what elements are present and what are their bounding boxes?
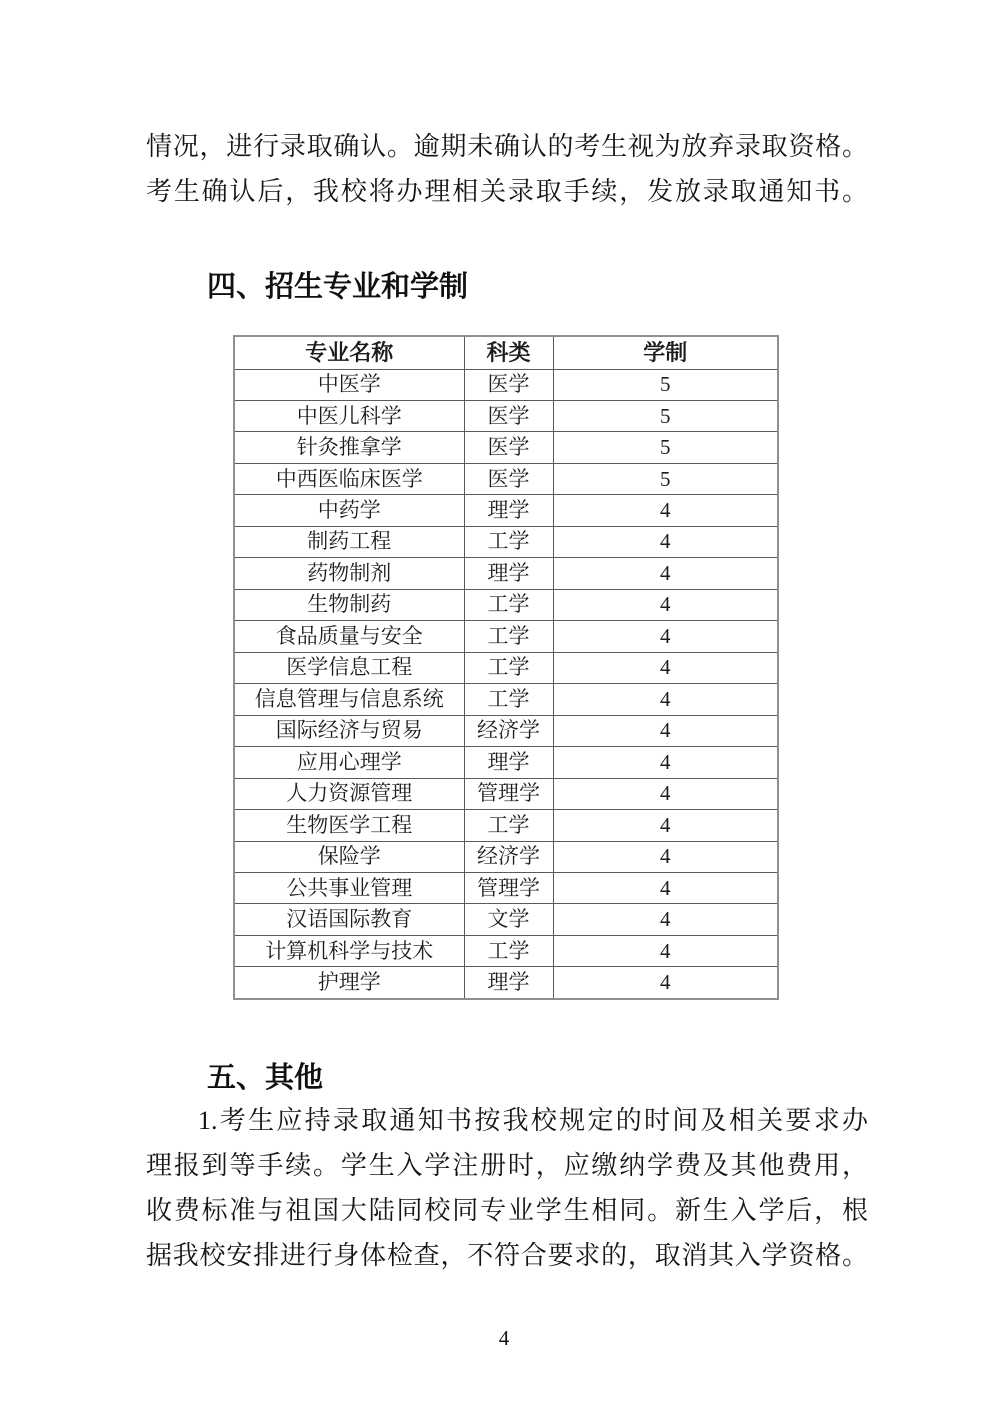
- major-cell: 国际经济与贸易: [234, 715, 464, 746]
- category-cell: 医学: [464, 400, 553, 431]
- table-row: [234, 589, 778, 620]
- major-cell: 生物医学工程: [234, 810, 464, 841]
- table-row: [234, 558, 778, 589]
- table-row: [234, 904, 778, 935]
- page-number: 4: [498, 1326, 510, 1350]
- section-5-heading: 五、其他: [207, 1062, 324, 1094]
- major-cell: 护理学: [234, 967, 464, 999]
- table-row: [234, 684, 778, 715]
- category-cell: 工学: [464, 621, 553, 652]
- duration-cell: 4: [553, 715, 778, 746]
- table-row: [234, 621, 778, 652]
- category-cell: 理学: [464, 747, 553, 778]
- col-header-category: 科类: [464, 336, 553, 369]
- major-cell: 制药工程: [234, 526, 464, 557]
- duration-cell: 5: [553, 369, 778, 400]
- duration-cell: 5: [553, 400, 778, 431]
- table-row: [234, 841, 778, 872]
- table-row: [234, 747, 778, 778]
- duration-cell: 4: [553, 684, 778, 715]
- category-cell: 理学: [464, 967, 553, 999]
- category-cell: 管理学: [464, 873, 553, 904]
- duration-cell: 4: [553, 841, 778, 872]
- section-5-line-4: 据我校安排进行身体检查，不符合要求的，取消其入学资格。: [146, 1241, 868, 1270]
- col-header-duration: 学制: [553, 336, 778, 369]
- intro-paragraph: [146, 0, 868, 214]
- intro-line-2: 考生确认后，我校将办理相关录取手续，发放录取通知书。: [146, 177, 868, 206]
- category-cell: 工学: [464, 526, 553, 557]
- section-5-line-1: 1.考生应持录取通知书按我校规定的时间及相关要求办: [198, 1106, 868, 1135]
- category-cell: 理学: [464, 495, 553, 526]
- section-4-heading: 四、招生专业和学制: [207, 271, 469, 303]
- table-row: [234, 935, 778, 966]
- table-row: [234, 369, 778, 400]
- duration-cell: 4: [553, 621, 778, 652]
- category-cell: 工学: [464, 652, 553, 683]
- duration-cell: 4: [553, 778, 778, 809]
- intro-line-1: 情况，进行录取确认。逾期未确认的考生视为放弃录取资格。: [146, 132, 868, 161]
- duration-cell: 4: [553, 589, 778, 620]
- section-5-line-3: 收费标准与祖国大陆同校同专业学生相同。新生入学后，根: [146, 1196, 868, 1225]
- duration-cell: 4: [553, 967, 778, 999]
- category-cell: 文学: [464, 904, 553, 935]
- major-cell: 针灸推拿学: [234, 432, 464, 463]
- duration-cell: 4: [553, 558, 778, 589]
- majors-table: [233, 335, 779, 1000]
- col-header-major: 专业名称: [234, 336, 464, 369]
- category-cell: 管理学: [464, 778, 553, 809]
- duration-cell: 4: [553, 810, 778, 841]
- category-cell: 工学: [464, 684, 553, 715]
- table-row: [234, 652, 778, 683]
- table-row: [234, 778, 778, 809]
- major-cell: 公共事业管理: [234, 873, 464, 904]
- category-cell: 经济学: [464, 715, 553, 746]
- duration-cell: 4: [553, 495, 778, 526]
- major-cell: 人力资源管理: [234, 778, 464, 809]
- duration-cell: 4: [553, 904, 778, 935]
- header-row: [234, 336, 778, 369]
- category-cell: 理学: [464, 558, 553, 589]
- category-cell: 经济学: [464, 841, 553, 872]
- table-row: [234, 495, 778, 526]
- table-row: [234, 526, 778, 557]
- duration-cell: 4: [553, 747, 778, 778]
- majors-table-body: [234, 369, 778, 999]
- duration-cell: 4: [553, 935, 778, 966]
- table-row: [234, 715, 778, 746]
- section-5-paragraph: [146, 1098, 868, 1278]
- major-cell: 药物制剂: [234, 558, 464, 589]
- duration-cell: 4: [553, 873, 778, 904]
- category-cell: 工学: [464, 935, 553, 966]
- duration-cell: 5: [553, 432, 778, 463]
- majors-table-header: [234, 336, 778, 369]
- table-row: [234, 810, 778, 841]
- major-cell: 食品质量与安全: [234, 621, 464, 652]
- major-cell: 中医学: [234, 369, 464, 400]
- duration-cell: 4: [553, 652, 778, 683]
- page-content: [146, 0, 868, 1278]
- table-row: [234, 873, 778, 904]
- major-cell: 汉语国际教育: [234, 904, 464, 935]
- major-cell: 中医儿科学: [234, 400, 464, 431]
- table-row: [234, 463, 778, 494]
- category-cell: 工学: [464, 810, 553, 841]
- duration-cell: 4: [553, 526, 778, 557]
- duration-cell: 5: [553, 463, 778, 494]
- section-5-line-2: 理报到等手续。学生入学注册时，应缴纳学费及其他费用，: [146, 1151, 868, 1180]
- major-cell: 应用心理学: [234, 747, 464, 778]
- category-cell: 医学: [464, 463, 553, 494]
- major-cell: 中西医临床医学: [234, 463, 464, 494]
- category-cell: 医学: [464, 369, 553, 400]
- major-cell: 保险学: [234, 841, 464, 872]
- table-row: [234, 400, 778, 431]
- major-cell: 生物制药: [234, 589, 464, 620]
- major-cell: 医学信息工程: [234, 652, 464, 683]
- major-cell: 计算机科学与技术: [234, 935, 464, 966]
- major-cell: 中药学: [234, 495, 464, 526]
- category-cell: 工学: [464, 589, 553, 620]
- table-row: [234, 967, 778, 999]
- category-cell: 医学: [464, 432, 553, 463]
- table-row: [234, 432, 778, 463]
- major-cell: 信息管理与信息系统: [234, 684, 464, 715]
